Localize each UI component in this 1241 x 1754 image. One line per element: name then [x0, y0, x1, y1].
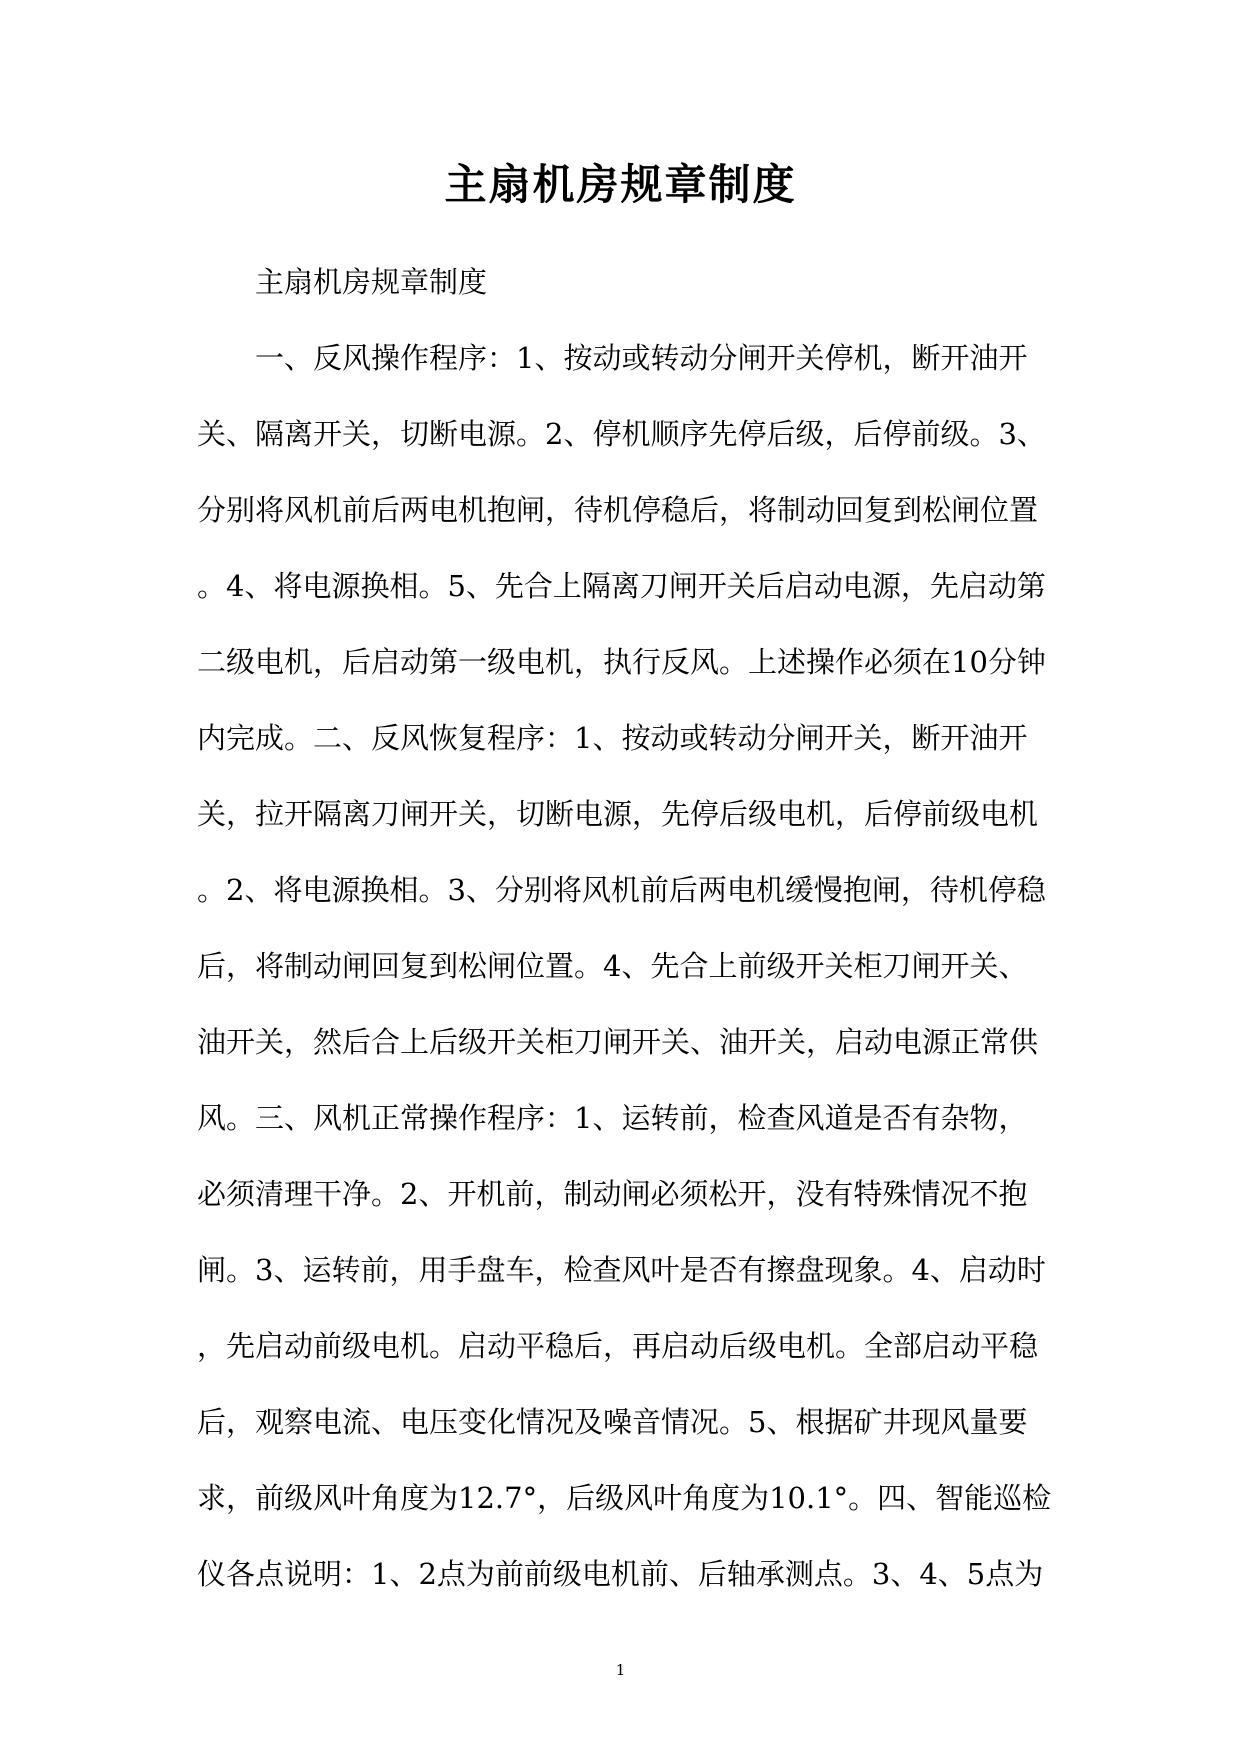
body-line: 。2、将电源换相。3、分别将风机前后两电机缓慢抱闸，待机停稳	[197, 873, 1046, 907]
body-line: 闸。3、运转前，用手盘车，检查风叶是否有擦盘现象。4、启动时	[197, 1253, 1046, 1287]
body-line-subtitle: 主扇机房规章制度	[255, 265, 488, 299]
body-line: 内完成。二、反风恢复程序：1、按动或转动分闸开关，断开油开	[197, 721, 1028, 755]
body-line: 一、反风操作程序：1、按动或转动分闸开关停机，断开油开	[255, 341, 1028, 375]
body-line: 油开关，然后合上后级开关柜刀闸开关、油开关，启动电源正常供	[197, 1025, 1039, 1059]
body-line: 关，拉开隔离刀闸开关，切断电源，先停后级电机，后停前级电机	[197, 797, 1039, 831]
body-line: 二级电机，后启动第一级电机，执行反风。上述操作必须在10分钟	[197, 645, 1046, 679]
body-line: 分别将风机前后两电机抱闸，待机停稳后，将制动回复到松闸位置	[197, 493, 1039, 527]
body-line: 风。三、风机正常操作程序：1、运转前，检查风道是否有杂物，	[197, 1101, 1028, 1135]
body-line: 求，前级风叶角度为12.7°，后级风叶角度为10.1°。四、智能巡检	[197, 1481, 1052, 1515]
body-line: 后，观察电流、电压变化情况及噪音情况。5、根据矿井现风量要	[197, 1405, 1028, 1439]
body-line: 仪各点说明：1、2点为前前级电机前、后轴承测点。3、4、5点为	[197, 1557, 1044, 1591]
body-line: 。4、将电源换相。5、先合上隔离刀闸开关后启动电源，先启动第	[197, 569, 1046, 603]
page-number: 1	[615, 1661, 626, 1679]
document-title: 主扇机房规章制度	[444, 160, 797, 209]
body-line: 后，将制动闸回复到松闸位置。4、先合上前级开关柜刀闸开关、	[197, 949, 1028, 983]
document-body	[197, 262, 1052, 1630]
body-line: 关、隔离开关，切断电源。2、停机顺序先停后级，后停前级。3、	[197, 417, 1046, 451]
body-line: ，先启动前级电机。启动平稳后，再启动后级电机。全部启动平稳	[197, 1329, 1039, 1363]
body-line: 必须清理干净。2、开机前，制动闸必须松开，没有特殊情况不抱	[197, 1177, 1028, 1211]
